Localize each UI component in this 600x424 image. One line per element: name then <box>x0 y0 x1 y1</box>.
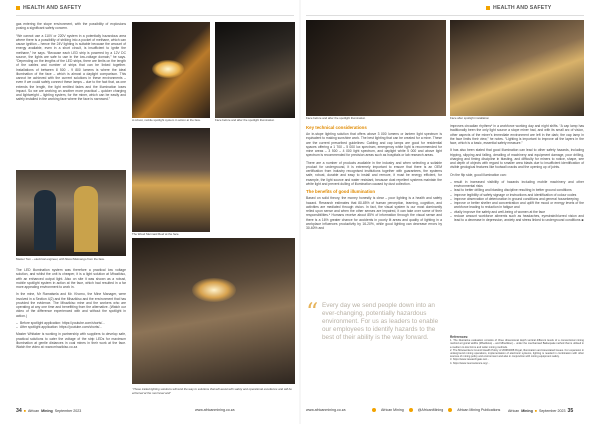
social-icon <box>372 408 376 412</box>
pull-quote: Every day we send people down into an ever-changing, potentially hazardous environment. For us as leaders to enable our employees to identify hazards to the best of their ability is the way forward. <box>322 302 439 341</box>
left-header-text: HEALTH AND SAFETY <box>23 5 82 11</box>
spotlight-photo <box>132 22 210 118</box>
website-link[interactable]: www.africanmining.co.za <box>195 408 235 412</box>
paragraph: In the mine, Mr Ramatsela and Mr. Khomo, the Mine Manager, were involved in a Section 4(2) and the Mhazikiso and the environment that has provided the evidence. The Mhazikiso mine and the workers who are operating at any one time and benefitting from the alternative. (Watch our video of the difference experienced with and without the spotlight in action.) <box>16 292 126 318</box>
social-link[interactable]: African Mining <box>381 408 404 412</box>
reference-item[interactable]: 3. https://www.researchgate.net/... <box>450 358 490 362</box>
face-after-photo-2 <box>450 20 584 116</box>
photo-caption: The Wood Mermaid Reef at the face. <box>132 232 180 236</box>
right-column-1 <box>306 124 442 233</box>
section-heading: Key technical considerations <box>306 125 367 130</box>
header-square-icon <box>16 6 20 10</box>
website-link[interactable]: www.africanmining.co.za <box>306 408 346 412</box>
social-links <box>372 408 500 412</box>
list-item: – improve or better shelter and concentration and uplift the mood or energy levels of the workforce leading to reduction in fatigue and <box>450 201 584 210</box>
left-footer: 34 ■ African Mining September 2023 <box>16 408 82 414</box>
social-icon <box>448 408 452 412</box>
section-heading: The benefits of good illumination <box>306 189 376 195</box>
right-footer: African Mining ■ September 2023 35 <box>508 408 574 414</box>
reference-item: 1. The illustrative evaluation consists of three dimensional depth vertical different levels of a conventional mining method at typical widths (Mhazikiso) – and Mhazikiso) – under the mechanised Baitsopala method that is utilised in a medium to low forms and wider mining methods. <box>450 339 584 349</box>
face-before-photo <box>215 22 295 118</box>
reference-item[interactable]: 4. https://www.neuroscience.org/... <box>450 361 490 365</box>
people-photo <box>16 170 126 256</box>
social-link[interactable]: @AfricanMining <box>417 408 444 412</box>
paragraph: Master Whitaker is working in partnership with suppliers to develop safe, practical solutions to cater the voltage of the strip LEDs for maximum illumination at gentle distances in coal mines in their work at the face. Watch the video at: www.mhazikiso.co.za <box>16 332 126 349</box>
social-link[interactable]: African Mining Publications <box>457 408 501 412</box>
photo-caption: Face before and after the spotlight illumination <box>306 116 366 120</box>
reference-item: 2. The Mineworkers Council Health Policy of 2008/2008 Royal, Illumination and Associated Issues. For expansion in underground mining operations, implementation of electronic systems, lighting is needed in combination with other sources of mining policy and environment and also in conjunction with mining equipment safety. <box>450 348 584 359</box>
brand: Mining <box>41 409 53 413</box>
mine-photo <box>132 128 210 232</box>
left-footer-url <box>195 408 235 412</box>
list-item: – result in increased visibility of hazards including mobile machinery and other environmental risks <box>450 180 584 189</box>
photo-caption: Master Tom – electrical engineer, with Nkosi Msimango from the face. <box>16 257 105 261</box>
paragraph: “We cannot use a 110V or 220V system in a potentially hazardous area where there is a possibility of striking into a pocket of methane, which can cause ignition – hence the 24V lighting is suitable because the amount of energy available, even in a short circuit, is insufficient to ignite the methane,” he says. “Because each LED strip is powered by a 12V DC source, the lights are safe to use in the low-voltage domain,” he says. “Depending on the lengths of the LED strips, there are limits on the length of the cables and number of strips that can be linked together. Installations of between 8 500 - 9 800 lumens is where the ideal illumination of the face – which is almost a daylight comparison. This cannot be achieved with the current solutions in these environments – even if we could safely connect these lamps – due to the fact that, as one extends the length, the light emitted fades and the illumination loses impact. So we are working on another more practical – quicker charging and lightweight – lighting system, for the miner, which can be easily and safely installed in the working face where the face is narrowed.” <box>16 33 126 102</box>
header-square-icon <box>486 6 490 10</box>
right-footer-url <box>306 408 346 412</box>
list-item: – improve legibility of safety signage or instructions and identification of colour codes <box>450 193 584 197</box>
photo-caption: “These trailed lighting solutions will lend the way to solutions that will assist with safety and operational excellence and will be enforced at the next level and” <box>132 387 292 395</box>
page-number: 35 <box>567 408 574 414</box>
photo-caption: A robust, mobile spotlight system in action at the face. <box>132 118 201 122</box>
paragraph: The LED illumination system was therefore a practical low voltage solution, and whilst the unit is cheaper, it is a light solution at Mhazikiso, with an enhanced output light. Also on site it was shown as a robust, mobile spotlight system in action at the face, which had resulted in a far more appealing environment to work in. <box>16 268 126 289</box>
brand: Mining <box>521 409 533 413</box>
issue-date: September 2023 <box>54 409 82 413</box>
face-photo <box>306 20 446 116</box>
right-page-header <box>486 0 551 16</box>
issue-date: September 2023 <box>538 409 566 413</box>
mag-name: African <box>508 409 520 413</box>
right-header-text: HEALTH AND SAFETY <box>493 5 552 11</box>
paragraph: gas entering the stope environment, with the possibility of explosions posing a significant safety concern. <box>16 22 126 31</box>
left-column-1 <box>16 22 126 105</box>
quote-mark-icon: “ <box>306 298 319 326</box>
paragraph: improves circadian rhythms* in a workforce working day and night shifts. “A cap lamp has traditionally been the only light source a stope miner had, and with its small arc of vision, other aspects of the miner’s immediate environment are left in the dark; the cap lamp in the face limits their view,” he notes. “Lighting is important to improve all the layers in the face, which is a basic, essential safety measure.” <box>450 124 584 145</box>
photo-caption: Face before and after the spotlight illumination <box>215 118 275 122</box>
photo-caption: Face after spotlight installation <box>450 116 490 120</box>
left-header-rule <box>16 15 294 16</box>
paragraph: On the flip side, good illumination can: <box>450 172 507 177</box>
list-item: – lead to better drilling and blasting discipline resulting in better ground conditions <box>450 188 584 192</box>
list-item: – improve observation of deterioration in ground conditions and general housekeeping <box>450 197 584 201</box>
page-number: 34 <box>16 408 22 414</box>
page-spine <box>299 0 301 424</box>
mag-name: African <box>27 409 40 413</box>
list-item: – vitally improve the safety and well-being of women at the face <box>450 210 584 214</box>
paragraph: There are a number of products available in the industry and when selecting a suitable product for underground, it is extremely important to ensure that there is an OEM certification from industry recognised institutions together with guarantees, the systems safe, robust, durable and easy to install and remove, it must be energy efficient, for example, the light source and water resistant, because dust repellent systems maintain the white light and prevent dulling of illumination caused by dust collection. <box>306 160 442 186</box>
right-header-rule <box>306 15 584 16</box>
paragraph: Based on solid theory, the money honestly is clear – poor lighting is a health and safety hazard. Research estimates that 80-85% of human perception, learning, cognition, and activities are mediated through vision. In fact, the visual system is our most dominantly relied upon sense and when the other senses are impaired, it can take over some of their responsibilities.* Humans receive about 85% of information through the visual sense and there is a 16% greater chance for accidents in poorly lit areas and quality of lighting in a workplace influences productivity by 16-20%, while good lighting can decrease errors by 30-60% and <box>306 196 442 231</box>
references-title: References: <box>450 335 469 339</box>
right-column-2 <box>450 124 584 222</box>
list-item: – reduce amount workforce ailments such as headaches, eyestrain/blurred vision and lead to a decrease in depression, anxiety and stress linked to underground conditions ■ <box>450 214 584 223</box>
list-item: – Before spotlight application: https://youtube.com/shorts/... <box>16 321 126 325</box>
left-page-header <box>16 0 81 16</box>
references <box>450 336 584 365</box>
face-after-photo <box>132 238 295 384</box>
paragraph: An in-stope lighting solution that offers above 3 000 lumens or lantern light spectrum is equivalent to making sunshine work. The best lighting that can be created for a mine. These are the current prescribed guidelines: Cabling and cap lamps are good for residential spaces offering a 1 700 – 5 000 lux spectrum, emergency white light is recommended for mine areas – 3 500 – 4 000 light spectrum, and daylight white 5 000 and above light spectrum is recommended for precision areas such as hospitals or lab research areas. <box>306 132 442 158</box>
social-icon <box>409 408 413 412</box>
left-column-1-lower <box>16 268 126 352</box>
list-item: – After spotlight application: https://youtube.com/shorts/... <box>16 325 126 329</box>
paragraph: It has also been stated that good illumination can lead to other safety hazards, including tripping, slipping and falling, derailing of machinery and equipment damage, poor drilling, charging and timing discipline in blasting, and difficulty for miners to notice, shape, see and depth of objects with regard to smaller area blasts due to insufficient identification of visible geological features like footwall cracks and the opening up of joints. <box>450 148 584 170</box>
